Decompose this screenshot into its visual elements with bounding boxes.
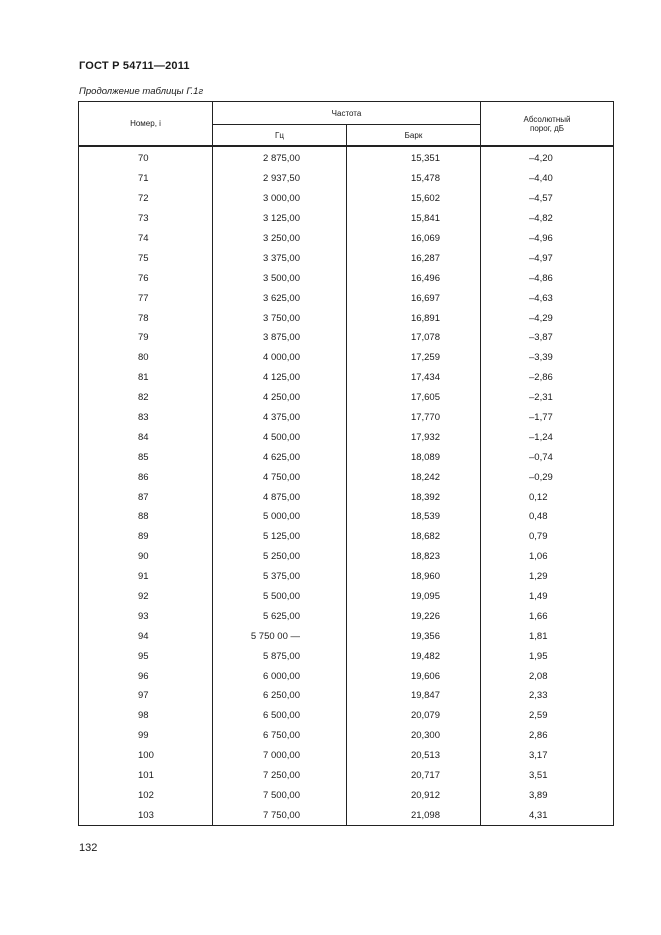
cell-hz: 4 125,00 xyxy=(213,368,347,388)
cell-hz: 4 875,00 xyxy=(213,487,347,507)
table-row xyxy=(79,527,614,547)
cell-bark: 15,478 xyxy=(347,169,481,189)
cell-number: 78 xyxy=(79,308,213,328)
cell-hz: 4 500,00 xyxy=(213,427,347,447)
cell-hz: 5 125,00 xyxy=(213,527,347,547)
cell-bark: 20,513 xyxy=(347,746,481,766)
table-body xyxy=(79,146,614,826)
table-row xyxy=(79,288,614,308)
cell-threshold: –4,97 xyxy=(481,248,614,268)
cell-hz: 4 250,00 xyxy=(213,388,347,408)
table-header xyxy=(79,102,614,147)
table-row xyxy=(79,467,614,487)
table-row xyxy=(79,268,614,288)
table-row xyxy=(79,308,614,328)
table-row xyxy=(79,805,614,825)
cell-threshold: –4,63 xyxy=(481,288,614,308)
cell-number: 73 xyxy=(79,209,213,229)
cell-hz: 3 875,00 xyxy=(213,328,347,348)
cell-threshold: 1,49 xyxy=(481,587,614,607)
cell-number: 72 xyxy=(79,189,213,209)
cell-hz: 7 750,00 xyxy=(213,805,347,825)
table-row xyxy=(79,487,614,507)
cell-hz: 3 375,00 xyxy=(213,248,347,268)
cell-bark: 19,606 xyxy=(347,666,481,686)
table-row xyxy=(79,368,614,388)
cell-number: 81 xyxy=(79,368,213,388)
cell-hz: 5 875,00 xyxy=(213,646,347,666)
cell-number: 85 xyxy=(79,447,213,467)
table-row xyxy=(79,567,614,587)
header-frequency: Частота xyxy=(213,102,481,125)
cell-hz: 5 500,00 xyxy=(213,587,347,607)
cell-threshold: –4,86 xyxy=(481,268,614,288)
cell-hz: 2 937,50 xyxy=(213,169,347,189)
cell-threshold: 0,12 xyxy=(481,487,614,507)
cell-bark: 18,539 xyxy=(347,507,481,527)
cell-number: 77 xyxy=(79,288,213,308)
cell-bark: 18,823 xyxy=(347,547,481,567)
cell-threshold: –3,39 xyxy=(481,348,614,368)
cell-number: 103 xyxy=(79,805,213,825)
cell-threshold: 2,08 xyxy=(481,666,614,686)
cell-threshold: –4,40 xyxy=(481,169,614,189)
table-row xyxy=(79,408,614,428)
table-row xyxy=(79,547,614,567)
cell-hz: 4 625,00 xyxy=(213,447,347,467)
cell-bark: 18,242 xyxy=(347,467,481,487)
cell-bark: 20,912 xyxy=(347,786,481,806)
table-row xyxy=(79,447,614,467)
table-row xyxy=(79,587,614,607)
cell-hz: 5 375,00 xyxy=(213,567,347,587)
table-row xyxy=(79,209,614,229)
page-number: 132 xyxy=(79,842,98,854)
cell-hz: 7 500,00 xyxy=(213,786,347,806)
table-row xyxy=(79,229,614,249)
cell-threshold: 2,86 xyxy=(481,726,614,746)
cell-number: 96 xyxy=(79,666,213,686)
cell-number: 87 xyxy=(79,487,213,507)
cell-bark: 19,356 xyxy=(347,626,481,646)
cell-bark: 16,697 xyxy=(347,288,481,308)
cell-hz: 2 875,00 xyxy=(213,146,347,169)
cell-number: 93 xyxy=(79,606,213,626)
cell-bark: 17,605 xyxy=(347,388,481,408)
cell-bark: 18,960 xyxy=(347,567,481,587)
cell-bark: 21,098 xyxy=(347,805,481,825)
cell-number: 79 xyxy=(79,328,213,348)
table-row xyxy=(79,646,614,666)
table-row xyxy=(79,248,614,268)
cell-threshold: –0,74 xyxy=(481,447,614,467)
header-threshold: Абсолютный порог, дБ xyxy=(481,102,614,147)
table-row xyxy=(79,328,614,348)
table-row xyxy=(79,706,614,726)
cell-bark: 17,259 xyxy=(347,348,481,368)
cell-threshold: 1,29 xyxy=(481,567,614,587)
cell-bark: 20,079 xyxy=(347,706,481,726)
cell-threshold: 1,06 xyxy=(481,547,614,567)
cell-hz: 3 250,00 xyxy=(213,229,347,249)
cell-number: 76 xyxy=(79,268,213,288)
cell-threshold: 2,59 xyxy=(481,706,614,726)
cell-number: 88 xyxy=(79,507,213,527)
cell-bark: 19,847 xyxy=(347,686,481,706)
cell-hz: 3 750,00 xyxy=(213,308,347,328)
cell-number: 94 xyxy=(79,626,213,646)
cell-number: 83 xyxy=(79,408,213,428)
cell-bark: 18,089 xyxy=(347,447,481,467)
cell-bark: 16,069 xyxy=(347,229,481,249)
cell-hz: 4 750,00 xyxy=(213,467,347,487)
cell-hz: 7 000,00 xyxy=(213,746,347,766)
data-table xyxy=(78,101,614,826)
cell-threshold: 3,17 xyxy=(481,746,614,766)
table-row xyxy=(79,507,614,527)
cell-number: 86 xyxy=(79,467,213,487)
cell-number: 98 xyxy=(79,706,213,726)
cell-number: 75 xyxy=(79,248,213,268)
cell-hz: 5 750 00 — xyxy=(213,626,347,646)
cell-bark: 19,226 xyxy=(347,606,481,626)
cell-number: 89 xyxy=(79,527,213,547)
table-row xyxy=(79,666,614,686)
cell-hz: 3 500,00 xyxy=(213,268,347,288)
cell-number: 100 xyxy=(79,746,213,766)
table-row xyxy=(79,146,614,169)
cell-bark: 20,300 xyxy=(347,726,481,746)
cell-threshold: –4,29 xyxy=(481,308,614,328)
cell-threshold: 1,95 xyxy=(481,646,614,666)
cell-bark: 20,717 xyxy=(347,766,481,786)
cell-bark: 19,482 xyxy=(347,646,481,666)
cell-number: 97 xyxy=(79,686,213,706)
cell-threshold: 4,31 xyxy=(481,805,614,825)
cell-hz: 5 625,00 xyxy=(213,606,347,626)
cell-bark: 17,434 xyxy=(347,368,481,388)
cell-bark: 16,891 xyxy=(347,308,481,328)
cell-number: 70 xyxy=(79,146,213,169)
table-row xyxy=(79,388,614,408)
cell-hz: 6 250,00 xyxy=(213,686,347,706)
table-row xyxy=(79,427,614,447)
cell-threshold: –4,20 xyxy=(481,146,614,169)
document-header: ГОСТ Р 54711—2011 xyxy=(79,60,190,72)
cell-threshold: 0,48 xyxy=(481,507,614,527)
cell-threshold: –2,31 xyxy=(481,388,614,408)
cell-number: 71 xyxy=(79,169,213,189)
cell-threshold: –4,82 xyxy=(481,209,614,229)
cell-number: 82 xyxy=(79,388,213,408)
table-row xyxy=(79,348,614,368)
cell-hz: 6 750,00 xyxy=(213,726,347,746)
cell-threshold: 0,79 xyxy=(481,527,614,547)
table-row xyxy=(79,746,614,766)
cell-number: 101 xyxy=(79,766,213,786)
cell-bark: 17,932 xyxy=(347,427,481,447)
cell-number: 74 xyxy=(79,229,213,249)
cell-number: 99 xyxy=(79,726,213,746)
cell-bark: 16,496 xyxy=(347,268,481,288)
cell-number: 84 xyxy=(79,427,213,447)
table-caption: Продолжение таблицы Г.1г xyxy=(79,86,204,97)
cell-number: 102 xyxy=(79,786,213,806)
cell-hz: 7 250,00 xyxy=(213,766,347,786)
cell-threshold: 3,89 xyxy=(481,786,614,806)
cell-threshold: –1,24 xyxy=(481,427,614,447)
cell-hz: 3 125,00 xyxy=(213,209,347,229)
cell-bark: 15,602 xyxy=(347,189,481,209)
cell-threshold: –2,86 xyxy=(481,368,614,388)
table-row xyxy=(79,766,614,786)
cell-hz: 3 000,00 xyxy=(213,189,347,209)
cell-number: 80 xyxy=(79,348,213,368)
cell-threshold: –4,57 xyxy=(481,189,614,209)
header-hz: Гц xyxy=(213,125,347,147)
cell-threshold: –1,77 xyxy=(481,408,614,428)
table-row xyxy=(79,726,614,746)
cell-bark: 15,841 xyxy=(347,209,481,229)
table-row xyxy=(79,169,614,189)
cell-hz: 6 000,00 xyxy=(213,666,347,686)
cell-hz: 4 375,00 xyxy=(213,408,347,428)
cell-bark: 18,682 xyxy=(347,527,481,547)
cell-hz: 6 500,00 xyxy=(213,706,347,726)
cell-number: 95 xyxy=(79,646,213,666)
cell-number: 92 xyxy=(79,587,213,607)
cell-threshold: 2,33 xyxy=(481,686,614,706)
header-number: Номер, i xyxy=(79,102,213,147)
header-bark: Барк xyxy=(347,125,481,147)
cell-bark: 19,095 xyxy=(347,587,481,607)
cell-hz: 5 000,00 xyxy=(213,507,347,527)
table-row xyxy=(79,626,614,646)
table-row xyxy=(79,686,614,706)
cell-threshold: 1,66 xyxy=(481,606,614,626)
cell-threshold: –4,96 xyxy=(481,229,614,249)
table-row xyxy=(79,189,614,209)
cell-threshold: –3,87 xyxy=(481,328,614,348)
cell-hz: 5 250,00 xyxy=(213,547,347,567)
cell-bark: 17,770 xyxy=(347,408,481,428)
cell-bark: 17,078 xyxy=(347,328,481,348)
table-row xyxy=(79,606,614,626)
cell-hz: 4 000,00 xyxy=(213,348,347,368)
cell-threshold: –0,29 xyxy=(481,467,614,487)
cell-number: 90 xyxy=(79,547,213,567)
cell-bark: 16,287 xyxy=(347,248,481,268)
cell-threshold: 3,51 xyxy=(481,766,614,786)
table-row xyxy=(79,786,614,806)
cell-bark: 18,392 xyxy=(347,487,481,507)
cell-hz: 3 625,00 xyxy=(213,288,347,308)
cell-number: 91 xyxy=(79,567,213,587)
cell-threshold: 1,81 xyxy=(481,626,614,646)
cell-bark: 15,351 xyxy=(347,146,481,169)
